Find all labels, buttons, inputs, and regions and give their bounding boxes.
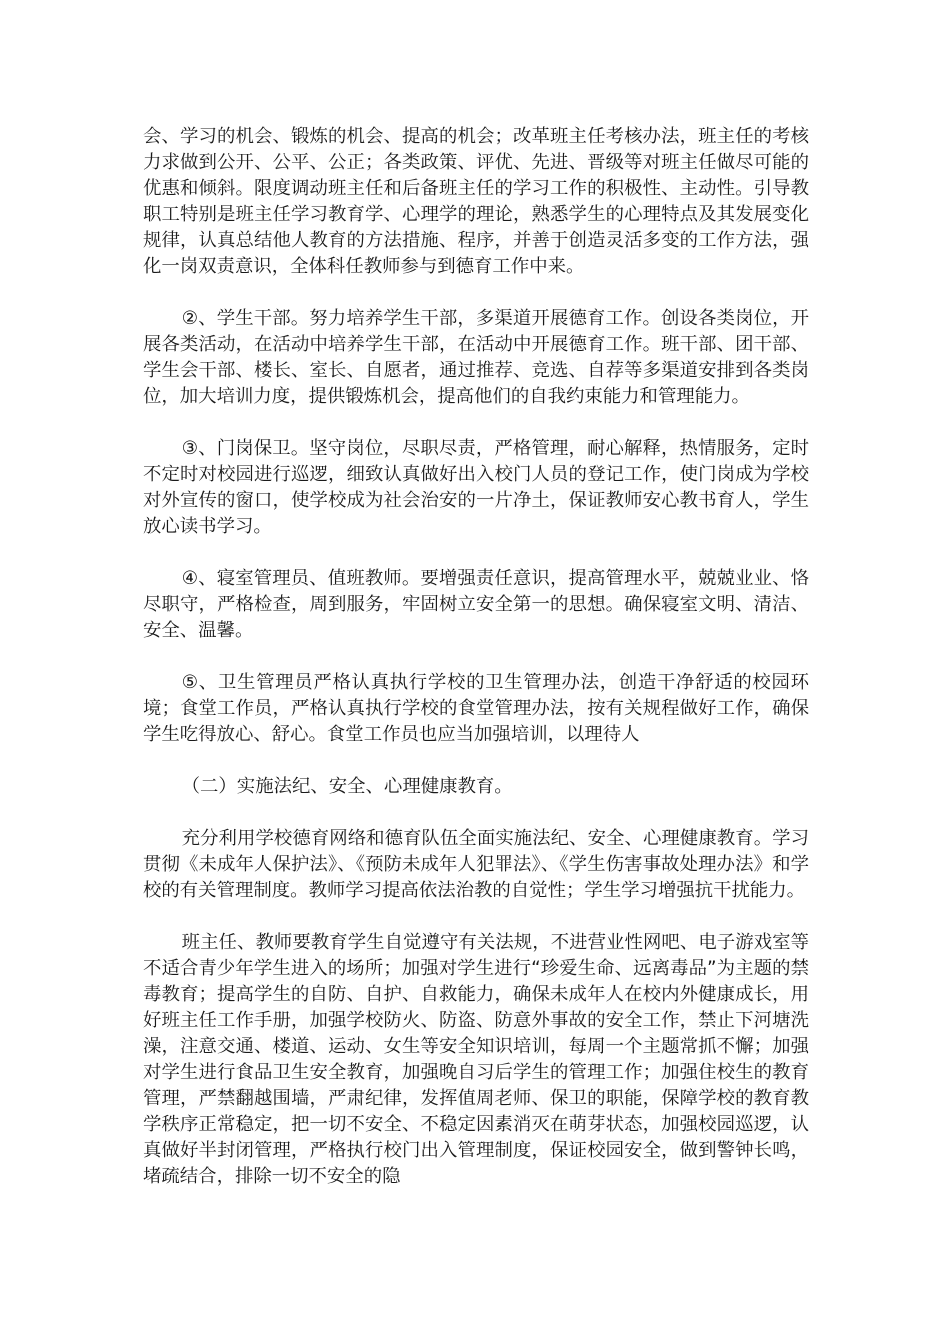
section-heading-legal-safety-education: （二）实施法纪、安全、心理健康教育。 [181,776,513,797]
paragraph-dormitory-managers: ④、寝室管理员、值班教师。要增强责任意识，提高管理水平，兢兢业业、恪尽职守，严格检查，周到服务，牢固树立安全第一的思想。确保寝室文明、清洁、安全、温馨。 [143,568,809,641]
paragraph-legal-education: 充分利用学校德育网络和德育队伍全面实施法纪、安全、心理健康教育。学习贯彻《未成年人保护法》、《预防未成年人犯罪法》、《学生伤害事故处理办法》和学校的有关管理制度。教师学习提高依法治教的自觉性；学生学习增强抗干扰能力。 [143,828,809,901]
paragraph-student-cadres: ②、学生干部。努力培养学生干部，多渠道开展德育工作。创设各类岗位，开展各类活动，在活动中培养学生干部，在活动中开展德育工作。班干部、团干部、学生会干部、楼长、室长、自愿者，通过推荐、竞选、自荐等多渠道安排到各类岗位，加大培训力度，提供锻炼机会，提高他们的自我约束能力和管理能力。 [143,308,809,407]
paragraph-gate-security: ③、门岗保卫。坚守岗位，尽职尽责，严格管理，耐心解释，热情服务，定时不定时对校园进行巡逻，细致认真做好出入校门人员的登记工作，使门岗成为学校对外宣传的窗口，使学校成为社会治安的一片净土，保证教师安心教书育人，学生放心读书学习。 [143,438,809,537]
paragraph-hygiene-canteen: ⑤、卫生管理员严格认真执行学校的卫生管理办法，创造干净舒适的校园环境；食堂工作员，严格认真执行学校的食堂管理办法，按有关规程做好工作，确保学生吃得放心、舒心。食堂工作员也应当加强培训，以理待人 [143,672,809,745]
paragraph-head-teacher-incentives: 会、学习的机会、锻炼的机会、提高的机会；改革班主任考核办法，班主任的考核力求做到公开、公平、公正；各类政策、评优、先进、晋级等对班主任做尽可能的优惠和倾斜。限度调动班主任和后备班主任的学习工作的积极性、主动性。引导教职工特别是班主任学习教育学、心理学的理论，熟悉学生的心理特点及其发展变化规律，认真总结他人教育的方法措施、程序，并善于创造灵活多变的工作方法，强化一岗双责意识，全体科任教师参与到德育工作中来。 [143,126,809,277]
paragraph-safety-measures: 班主任、教师要教育学生自觉遵守有关法规，不进营业性网吧、电子游戏室等不适合青少年学生进入的场所；加强对学生进行“珍爱生命、远离毒品”为主题的禁毒教育；提高学生的自防、自护、自救能力，确保未成年人在校内外健康成长，用好班主任工作手册，加强学校防火、防盗、防意外事故的安全工作，禁止下河塘洗澡，注意交通、楼道、运动、女生等安全知识培训，每周一个主题常抓不懈；加强对学生进行食品卫生安全教育，加强晚自习后学生的管理工作；加强住校生的教育管理，严禁翻越围墙，严肃纪律，发挥值周老师、保卫的职能，保障学校的教育教学秩序正常稳定，把一切不安全、不稳定因素消灭在萌芽状态，加强校园巡逻，认真做好半封闭管理，严格执行校门出入管理制度，保证校园安全，做到警钟长鸣，堵疏结合，排除一切不安全的隐 [143,932,809,1187]
document-page [143,124,809,1190]
